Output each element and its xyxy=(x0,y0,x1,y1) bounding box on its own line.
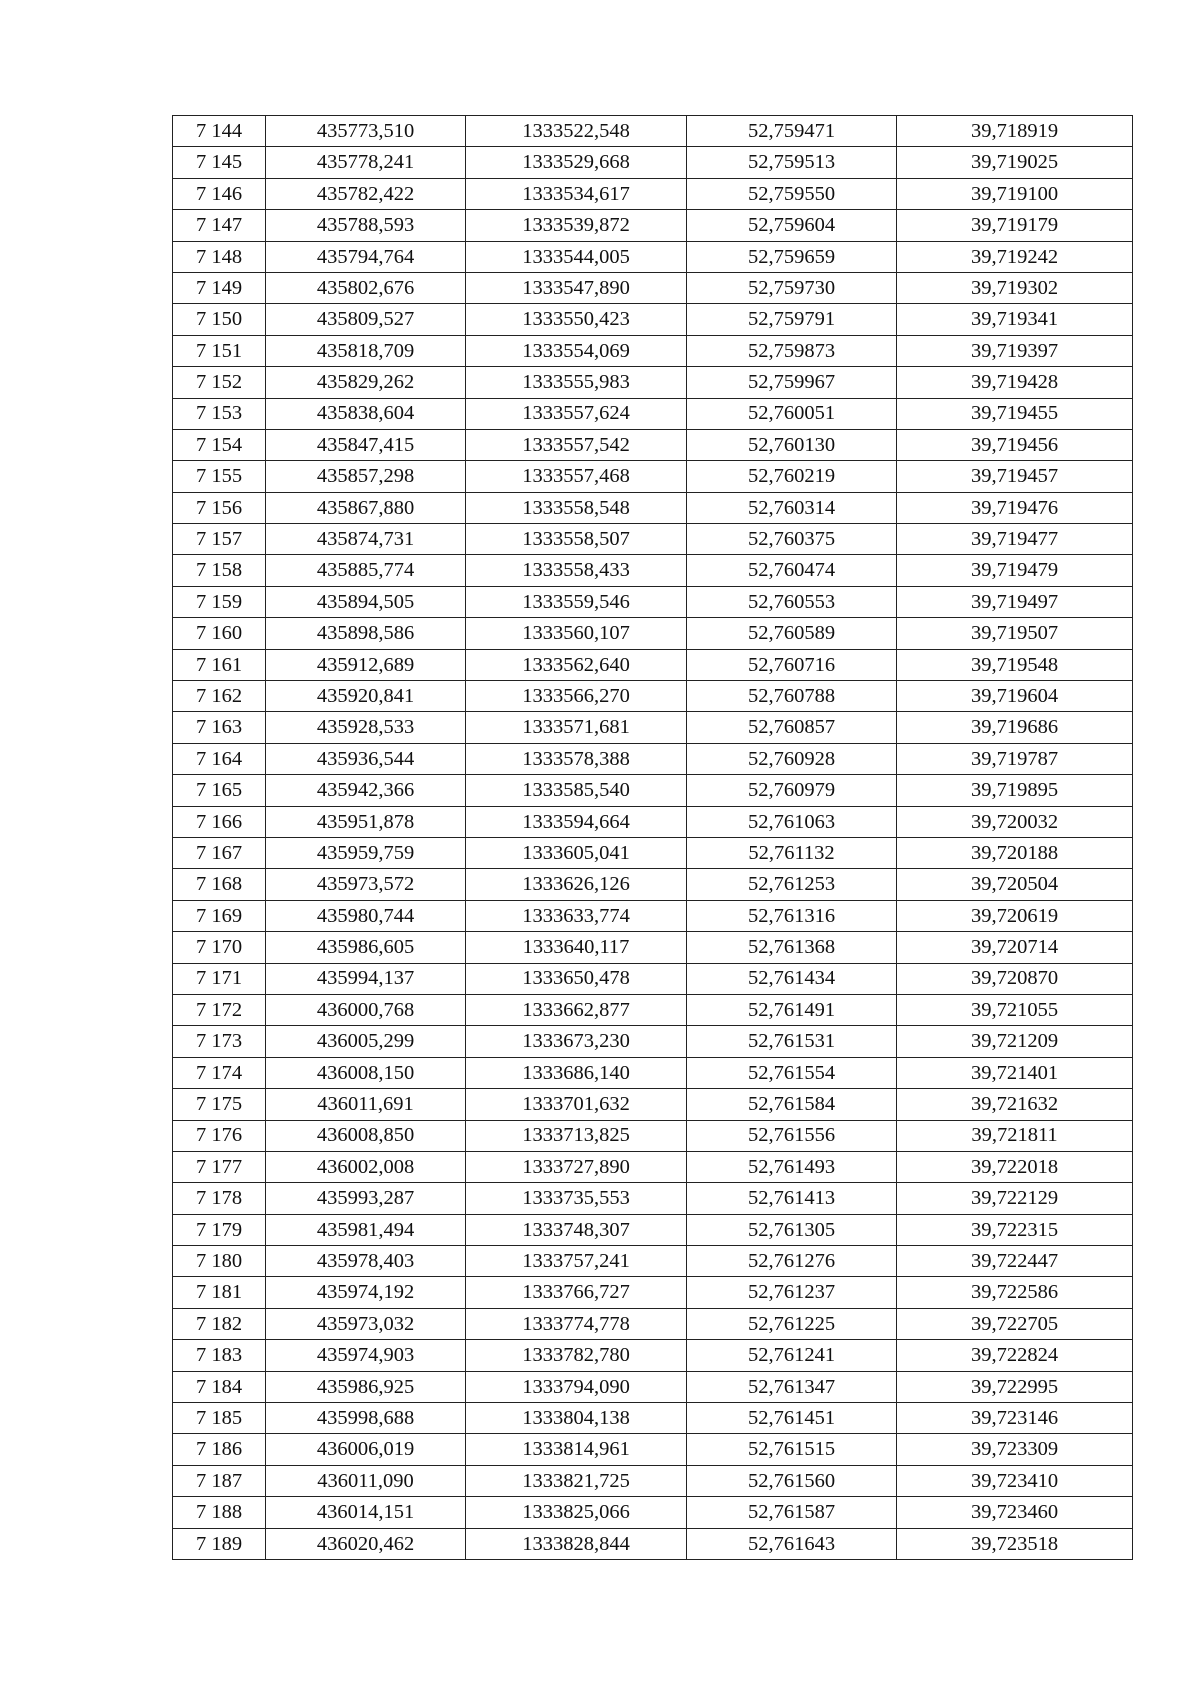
coord-x-cell: 435981,494 xyxy=(266,1214,466,1245)
latitude-cell: 52,761132 xyxy=(687,837,897,868)
latitude-cell: 52,760857 xyxy=(687,712,897,743)
latitude-cell: 52,759873 xyxy=(687,335,897,366)
coord-x-cell: 435857,298 xyxy=(266,461,466,492)
table-row xyxy=(173,555,1133,586)
coord-x-cell: 436014,151 xyxy=(266,1497,466,1528)
longitude-cell: 39,723460 xyxy=(897,1497,1133,1528)
latitude-cell: 52,759967 xyxy=(687,367,897,398)
point-number-cell: 7 163 xyxy=(173,712,266,743)
point-number-cell: 7 172 xyxy=(173,994,266,1025)
longitude-cell: 39,719548 xyxy=(897,649,1133,680)
point-number-cell: 7 160 xyxy=(173,618,266,649)
coord-x-cell: 436005,299 xyxy=(266,1026,466,1057)
table-row xyxy=(173,147,1133,178)
latitude-cell: 52,761253 xyxy=(687,869,897,900)
latitude-cell: 52,759791 xyxy=(687,304,897,335)
coord-y-cell: 1333550,423 xyxy=(466,304,687,335)
longitude-cell: 39,722705 xyxy=(897,1308,1133,1339)
point-number-cell: 7 186 xyxy=(173,1434,266,1465)
point-number-cell: 7 171 xyxy=(173,963,266,994)
coord-y-cell: 1333686,140 xyxy=(466,1057,687,1088)
table-row xyxy=(173,429,1133,460)
latitude-cell: 52,761316 xyxy=(687,900,897,931)
longitude-cell: 39,719479 xyxy=(897,555,1133,586)
coord-x-cell: 435867,880 xyxy=(266,492,466,523)
coord-y-cell: 1333794,090 xyxy=(466,1371,687,1402)
latitude-cell: 52,761531 xyxy=(687,1026,897,1057)
latitude-cell: 52,761434 xyxy=(687,963,897,994)
point-number-cell: 7 182 xyxy=(173,1308,266,1339)
coord-y-cell: 1333547,890 xyxy=(466,272,687,303)
coord-y-cell: 1333578,388 xyxy=(466,743,687,774)
table-row xyxy=(173,304,1133,335)
point-number-cell: 7 161 xyxy=(173,649,266,680)
point-number-cell: 7 181 xyxy=(173,1277,266,1308)
longitude-cell: 39,719242 xyxy=(897,241,1133,272)
coord-y-cell: 1333571,681 xyxy=(466,712,687,743)
coord-y-cell: 1333544,005 xyxy=(466,241,687,272)
point-number-cell: 7 175 xyxy=(173,1089,266,1120)
coord-y-cell: 1333562,640 xyxy=(466,649,687,680)
coord-x-cell: 435898,586 xyxy=(266,618,466,649)
longitude-cell: 39,719100 xyxy=(897,178,1133,209)
coord-x-cell: 435936,544 xyxy=(266,743,466,774)
longitude-cell: 39,718919 xyxy=(897,116,1133,147)
latitude-cell: 52,760474 xyxy=(687,555,897,586)
coord-y-cell: 1333828,844 xyxy=(466,1528,687,1559)
table-row xyxy=(173,367,1133,398)
coord-y-cell: 1333757,241 xyxy=(466,1246,687,1277)
point-number-cell: 7 173 xyxy=(173,1026,266,1057)
coord-x-cell: 435973,572 xyxy=(266,869,466,900)
table-row xyxy=(173,1340,1133,1371)
point-number-cell: 7 155 xyxy=(173,461,266,492)
longitude-cell: 39,720870 xyxy=(897,963,1133,994)
latitude-cell: 52,760979 xyxy=(687,775,897,806)
table-row xyxy=(173,241,1133,272)
coord-x-cell: 435942,366 xyxy=(266,775,466,806)
longitude-cell: 39,721401 xyxy=(897,1057,1133,1088)
coord-x-cell: 436006,019 xyxy=(266,1434,466,1465)
coord-x-cell: 435994,137 xyxy=(266,963,466,994)
latitude-cell: 52,761347 xyxy=(687,1371,897,1402)
coordinate-table-body xyxy=(173,116,1133,1560)
latitude-cell: 52,759730 xyxy=(687,272,897,303)
point-number-cell: 7 183 xyxy=(173,1340,266,1371)
longitude-cell: 39,720504 xyxy=(897,869,1133,900)
table-row xyxy=(173,461,1133,492)
point-number-cell: 7 187 xyxy=(173,1465,266,1496)
point-number-cell: 7 158 xyxy=(173,555,266,586)
table-row xyxy=(173,932,1133,963)
latitude-cell: 52,761276 xyxy=(687,1246,897,1277)
latitude-cell: 52,760375 xyxy=(687,524,897,555)
latitude-cell: 52,760716 xyxy=(687,649,897,680)
latitude-cell: 52,761413 xyxy=(687,1183,897,1214)
longitude-cell: 39,719025 xyxy=(897,147,1133,178)
coord-x-cell: 435993,287 xyxy=(266,1183,466,1214)
longitude-cell: 39,720032 xyxy=(897,806,1133,837)
longitude-cell: 39,719341 xyxy=(897,304,1133,335)
longitude-cell: 39,719497 xyxy=(897,586,1133,617)
table-row xyxy=(173,398,1133,429)
coord-x-cell: 435773,510 xyxy=(266,116,466,147)
coord-y-cell: 1333633,774 xyxy=(466,900,687,931)
coord-x-cell: 435788,593 xyxy=(266,210,466,241)
point-number-cell: 7 176 xyxy=(173,1120,266,1151)
latitude-cell: 52,760130 xyxy=(687,429,897,460)
coord-y-cell: 1333558,433 xyxy=(466,555,687,586)
table-row xyxy=(173,806,1133,837)
latitude-cell: 52,760314 xyxy=(687,492,897,523)
point-number-cell: 7 144 xyxy=(173,116,266,147)
coord-y-cell: 1333727,890 xyxy=(466,1151,687,1182)
longitude-cell: 39,719477 xyxy=(897,524,1133,555)
longitude-cell: 39,722586 xyxy=(897,1277,1133,1308)
table-row xyxy=(173,1277,1133,1308)
latitude-cell: 52,761515 xyxy=(687,1434,897,1465)
table-row xyxy=(173,1308,1133,1339)
coord-x-cell: 435978,403 xyxy=(266,1246,466,1277)
latitude-cell: 52,760589 xyxy=(687,618,897,649)
coord-y-cell: 1333673,230 xyxy=(466,1026,687,1057)
coord-y-cell: 1333804,138 xyxy=(466,1403,687,1434)
longitude-cell: 39,723410 xyxy=(897,1465,1133,1496)
coord-x-cell: 436011,691 xyxy=(266,1089,466,1120)
coord-y-cell: 1333825,066 xyxy=(466,1497,687,1528)
point-number-cell: 7 169 xyxy=(173,900,266,931)
latitude-cell: 52,761237 xyxy=(687,1277,897,1308)
point-number-cell: 7 145 xyxy=(173,147,266,178)
coord-y-cell: 1333605,041 xyxy=(466,837,687,868)
longitude-cell: 39,719428 xyxy=(897,367,1133,398)
coord-x-cell: 435951,878 xyxy=(266,806,466,837)
point-number-cell: 7 153 xyxy=(173,398,266,429)
table-row xyxy=(173,1089,1133,1120)
latitude-cell: 52,761063 xyxy=(687,806,897,837)
point-number-cell: 7 166 xyxy=(173,806,266,837)
coord-x-cell: 435974,903 xyxy=(266,1340,466,1371)
coord-y-cell: 1333557,542 xyxy=(466,429,687,460)
coord-x-cell: 435778,241 xyxy=(266,147,466,178)
coord-x-cell: 435928,533 xyxy=(266,712,466,743)
coord-x-cell: 435847,415 xyxy=(266,429,466,460)
coord-y-cell: 1333650,478 xyxy=(466,963,687,994)
point-number-cell: 7 164 xyxy=(173,743,266,774)
coord-y-cell: 1333821,725 xyxy=(466,1465,687,1496)
longitude-cell: 39,720619 xyxy=(897,900,1133,931)
coord-x-cell: 435986,925 xyxy=(266,1371,466,1402)
longitude-cell: 39,719604 xyxy=(897,681,1133,712)
longitude-cell: 39,719457 xyxy=(897,461,1133,492)
coord-x-cell: 435973,032 xyxy=(266,1308,466,1339)
coord-x-cell: 435809,527 xyxy=(266,304,466,335)
longitude-cell: 39,719476 xyxy=(897,492,1133,523)
point-number-cell: 7 189 xyxy=(173,1528,266,1559)
point-number-cell: 7 179 xyxy=(173,1214,266,1245)
latitude-cell: 52,761560 xyxy=(687,1465,897,1496)
point-number-cell: 7 170 xyxy=(173,932,266,963)
latitude-cell: 52,761241 xyxy=(687,1340,897,1371)
longitude-cell: 39,723518 xyxy=(897,1528,1133,1559)
point-number-cell: 7 184 xyxy=(173,1371,266,1402)
point-number-cell: 7 185 xyxy=(173,1403,266,1434)
table-row xyxy=(173,524,1133,555)
coord-x-cell: 435794,764 xyxy=(266,241,466,272)
table-row xyxy=(173,1214,1133,1245)
table-row xyxy=(173,335,1133,366)
latitude-cell: 52,761225 xyxy=(687,1308,897,1339)
point-number-cell: 7 168 xyxy=(173,869,266,900)
coord-x-cell: 435874,731 xyxy=(266,524,466,555)
longitude-cell: 39,719507 xyxy=(897,618,1133,649)
coord-y-cell: 1333626,126 xyxy=(466,869,687,900)
table-row xyxy=(173,210,1133,241)
coord-x-cell: 435838,604 xyxy=(266,398,466,429)
table-row xyxy=(173,272,1133,303)
point-number-cell: 7 165 xyxy=(173,775,266,806)
table-row xyxy=(173,492,1133,523)
coord-y-cell: 1333558,507 xyxy=(466,524,687,555)
coordinate-table xyxy=(172,115,1133,1560)
coord-y-cell: 1333534,617 xyxy=(466,178,687,209)
longitude-cell: 39,722447 xyxy=(897,1246,1133,1277)
table-row xyxy=(173,963,1133,994)
coord-y-cell: 1333522,548 xyxy=(466,116,687,147)
longitude-cell: 39,719787 xyxy=(897,743,1133,774)
table-row xyxy=(173,116,1133,147)
point-number-cell: 7 178 xyxy=(173,1183,266,1214)
table-row xyxy=(173,775,1133,806)
point-number-cell: 7 152 xyxy=(173,367,266,398)
coord-x-cell: 436008,150 xyxy=(266,1057,466,1088)
table-row xyxy=(173,1057,1133,1088)
coord-x-cell: 435818,709 xyxy=(266,335,466,366)
latitude-cell: 52,759550 xyxy=(687,178,897,209)
point-number-cell: 7 174 xyxy=(173,1057,266,1088)
longitude-cell: 39,719686 xyxy=(897,712,1133,743)
coord-x-cell: 435894,505 xyxy=(266,586,466,617)
table-row xyxy=(173,1434,1133,1465)
latitude-cell: 52,760928 xyxy=(687,743,897,774)
table-row xyxy=(173,837,1133,868)
longitude-cell: 39,719895 xyxy=(897,775,1133,806)
coord-x-cell: 436008,850 xyxy=(266,1120,466,1151)
coord-y-cell: 1333713,825 xyxy=(466,1120,687,1151)
longitude-cell: 39,720714 xyxy=(897,932,1133,963)
point-number-cell: 7 159 xyxy=(173,586,266,617)
latitude-cell: 52,761305 xyxy=(687,1214,897,1245)
table-row xyxy=(173,1183,1133,1214)
table-row xyxy=(173,1246,1133,1277)
coord-y-cell: 1333557,468 xyxy=(466,461,687,492)
table-row xyxy=(173,900,1133,931)
point-number-cell: 7 156 xyxy=(173,492,266,523)
point-number-cell: 7 154 xyxy=(173,429,266,460)
longitude-cell: 39,723309 xyxy=(897,1434,1133,1465)
table-row xyxy=(173,1403,1133,1434)
point-number-cell: 7 180 xyxy=(173,1246,266,1277)
table-row xyxy=(173,743,1133,774)
longitude-cell: 39,721632 xyxy=(897,1089,1133,1120)
coord-y-cell: 1333559,546 xyxy=(466,586,687,617)
longitude-cell: 39,719179 xyxy=(897,210,1133,241)
longitude-cell: 39,719455 xyxy=(897,398,1133,429)
latitude-cell: 52,759659 xyxy=(687,241,897,272)
point-number-cell: 7 148 xyxy=(173,241,266,272)
coord-y-cell: 1333814,961 xyxy=(466,1434,687,1465)
table-row xyxy=(173,1120,1133,1151)
table-row xyxy=(173,649,1133,680)
coord-y-cell: 1333557,624 xyxy=(466,398,687,429)
coord-y-cell: 1333774,778 xyxy=(466,1308,687,1339)
point-number-cell: 7 150 xyxy=(173,304,266,335)
latitude-cell: 52,760553 xyxy=(687,586,897,617)
coord-x-cell: 435974,192 xyxy=(266,1277,466,1308)
coord-y-cell: 1333585,540 xyxy=(466,775,687,806)
table-row xyxy=(173,586,1133,617)
point-number-cell: 7 146 xyxy=(173,178,266,209)
longitude-cell: 39,719456 xyxy=(897,429,1133,460)
coord-x-cell: 435829,262 xyxy=(266,367,466,398)
longitude-cell: 39,722995 xyxy=(897,1371,1133,1402)
latitude-cell: 52,760219 xyxy=(687,461,897,492)
coord-y-cell: 1333782,780 xyxy=(466,1340,687,1371)
coord-y-cell: 1333539,872 xyxy=(466,210,687,241)
coord-x-cell: 435998,688 xyxy=(266,1403,466,1434)
latitude-cell: 52,761493 xyxy=(687,1151,897,1182)
point-number-cell: 7 162 xyxy=(173,681,266,712)
table-row xyxy=(173,869,1133,900)
point-number-cell: 7 157 xyxy=(173,524,266,555)
longitude-cell: 39,721209 xyxy=(897,1026,1133,1057)
point-number-cell: 7 149 xyxy=(173,272,266,303)
coord-x-cell: 435912,689 xyxy=(266,649,466,680)
point-number-cell: 7 177 xyxy=(173,1151,266,1182)
latitude-cell: 52,759471 xyxy=(687,116,897,147)
latitude-cell: 52,759604 xyxy=(687,210,897,241)
coord-x-cell: 435920,841 xyxy=(266,681,466,712)
coord-y-cell: 1333554,069 xyxy=(466,335,687,366)
coord-y-cell: 1333566,270 xyxy=(466,681,687,712)
coord-x-cell: 435782,422 xyxy=(266,178,466,209)
coord-x-cell: 435885,774 xyxy=(266,555,466,586)
longitude-cell: 39,722018 xyxy=(897,1151,1133,1182)
latitude-cell: 52,760051 xyxy=(687,398,897,429)
latitude-cell: 52,761643 xyxy=(687,1528,897,1559)
table-row xyxy=(173,681,1133,712)
latitude-cell: 52,761451 xyxy=(687,1403,897,1434)
longitude-cell: 39,721055 xyxy=(897,994,1133,1025)
longitude-cell: 39,722824 xyxy=(897,1340,1133,1371)
table-row xyxy=(173,994,1133,1025)
coord-y-cell: 1333748,307 xyxy=(466,1214,687,1245)
table-row xyxy=(173,178,1133,209)
latitude-cell: 52,759513 xyxy=(687,147,897,178)
coord-y-cell: 1333529,668 xyxy=(466,147,687,178)
coord-y-cell: 1333555,983 xyxy=(466,367,687,398)
longitude-cell: 39,719302 xyxy=(897,272,1133,303)
table-row xyxy=(173,1465,1133,1496)
point-number-cell: 7 167 xyxy=(173,837,266,868)
coord-x-cell: 435959,759 xyxy=(266,837,466,868)
table-row xyxy=(173,712,1133,743)
latitude-cell: 52,761556 xyxy=(687,1120,897,1151)
table-row xyxy=(173,1151,1133,1182)
table-row xyxy=(173,1371,1133,1402)
coord-y-cell: 1333594,664 xyxy=(466,806,687,837)
coord-x-cell: 435980,744 xyxy=(266,900,466,931)
latitude-cell: 52,761554 xyxy=(687,1057,897,1088)
latitude-cell: 52,761368 xyxy=(687,932,897,963)
coord-x-cell: 435986,605 xyxy=(266,932,466,963)
coord-y-cell: 1333640,117 xyxy=(466,932,687,963)
coord-x-cell: 436011,090 xyxy=(266,1465,466,1496)
latitude-cell: 52,761491 xyxy=(687,994,897,1025)
latitude-cell: 52,761584 xyxy=(687,1089,897,1120)
coord-y-cell: 1333558,548 xyxy=(466,492,687,523)
longitude-cell: 39,721811 xyxy=(897,1120,1133,1151)
table-row xyxy=(173,1528,1133,1559)
longitude-cell: 39,722315 xyxy=(897,1214,1133,1245)
point-number-cell: 7 188 xyxy=(173,1497,266,1528)
latitude-cell: 52,761587 xyxy=(687,1497,897,1528)
coord-x-cell: 436000,768 xyxy=(266,994,466,1025)
longitude-cell: 39,720188 xyxy=(897,837,1133,868)
coord-x-cell: 435802,676 xyxy=(266,272,466,303)
longitude-cell: 39,719397 xyxy=(897,335,1133,366)
coord-y-cell: 1333766,727 xyxy=(466,1277,687,1308)
point-number-cell: 7 151 xyxy=(173,335,266,366)
longitude-cell: 39,722129 xyxy=(897,1183,1133,1214)
coord-x-cell: 436002,008 xyxy=(266,1151,466,1182)
table-row xyxy=(173,618,1133,649)
table-row xyxy=(173,1026,1133,1057)
coord-x-cell: 436020,462 xyxy=(266,1528,466,1559)
coord-y-cell: 1333560,107 xyxy=(466,618,687,649)
coord-y-cell: 1333735,553 xyxy=(466,1183,687,1214)
table-row xyxy=(173,1497,1133,1528)
coord-y-cell: 1333701,632 xyxy=(466,1089,687,1120)
point-number-cell: 7 147 xyxy=(173,210,266,241)
latitude-cell: 52,760788 xyxy=(687,681,897,712)
longitude-cell: 39,723146 xyxy=(897,1403,1133,1434)
coord-y-cell: 1333662,877 xyxy=(466,994,687,1025)
